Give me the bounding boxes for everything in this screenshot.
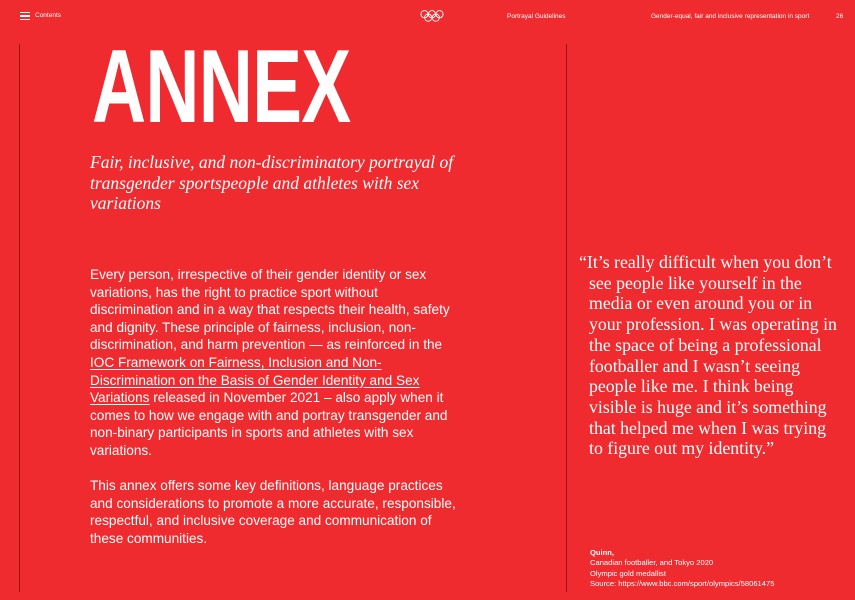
page-subtitle: Fair, inclusive, and non-discriminatory portrayal of transgender sportspeople and athletes with sex variations — [90, 152, 454, 213]
page-number: 26 — [836, 13, 844, 20]
contents-menu-button[interactable] — [20, 12, 61, 20]
hamburger-menu-icon — [20, 12, 30, 20]
body-paragraph-1 — [90, 266, 460, 460]
ioc-framework-link[interactable]: IOC Framework on Fairness, Inclusion and Non-Discrimination on the Basis of Gender Identity and Sex Variations — [90, 354, 420, 406]
quote-author-name: Quinn, — [590, 548, 615, 557]
body-text — [90, 266, 460, 565]
section-title: Gender-equal, fair and inclusive representation in sport — [651, 13, 810, 20]
quote-author-role: Olympic gold medallist — [590, 568, 666, 578]
left-divider — [19, 44, 20, 592]
olympic-rings-icon — [420, 10, 444, 22]
quote-author-role: Canadian footballer, and Tokyo 2020 — [590, 558, 714, 568]
quote-attribution — [590, 548, 774, 589]
pull-quote: “It’s really difficult when you don’t see people like yourself in the media or even around you or in your profession. I was operating in the space of being a professional footballer and I wasn’t seeing people like me. I think being visible is huge and it’s something that helped me when I was trying to figure out my identity.” — [579, 252, 837, 459]
body-paragraph-2: This annex offers some key definitions, language practices and considerations to promote a more accurate, responsible, respectful, and inclusive coverage and communication of these communities. — [90, 478, 456, 546]
paragraph-text: released in November 2021 – also apply when it comes to how we engage with and portray transgender and non-binary participants in sports and athletes with sex variations. — [90, 390, 448, 458]
page-title: ANNEX — [92, 29, 351, 145]
contents-label: Contents — [35, 12, 62, 19]
guideline-title: Portrayal Guidelines — [507, 13, 566, 20]
column-divider — [566, 44, 567, 592]
quote-source: Source: https://www.bbc.com/sport/olympics/58061475 — [590, 578, 775, 588]
paragraph-text: Every person, irrespective of their gender identity or sex variations, has the right to practice sport without discrimination and in a way that respects their health, safety and dignity. These principle of fairness, inclusion, non-discrimination, and harm prevention — as reinforced in the — [90, 267, 450, 353]
